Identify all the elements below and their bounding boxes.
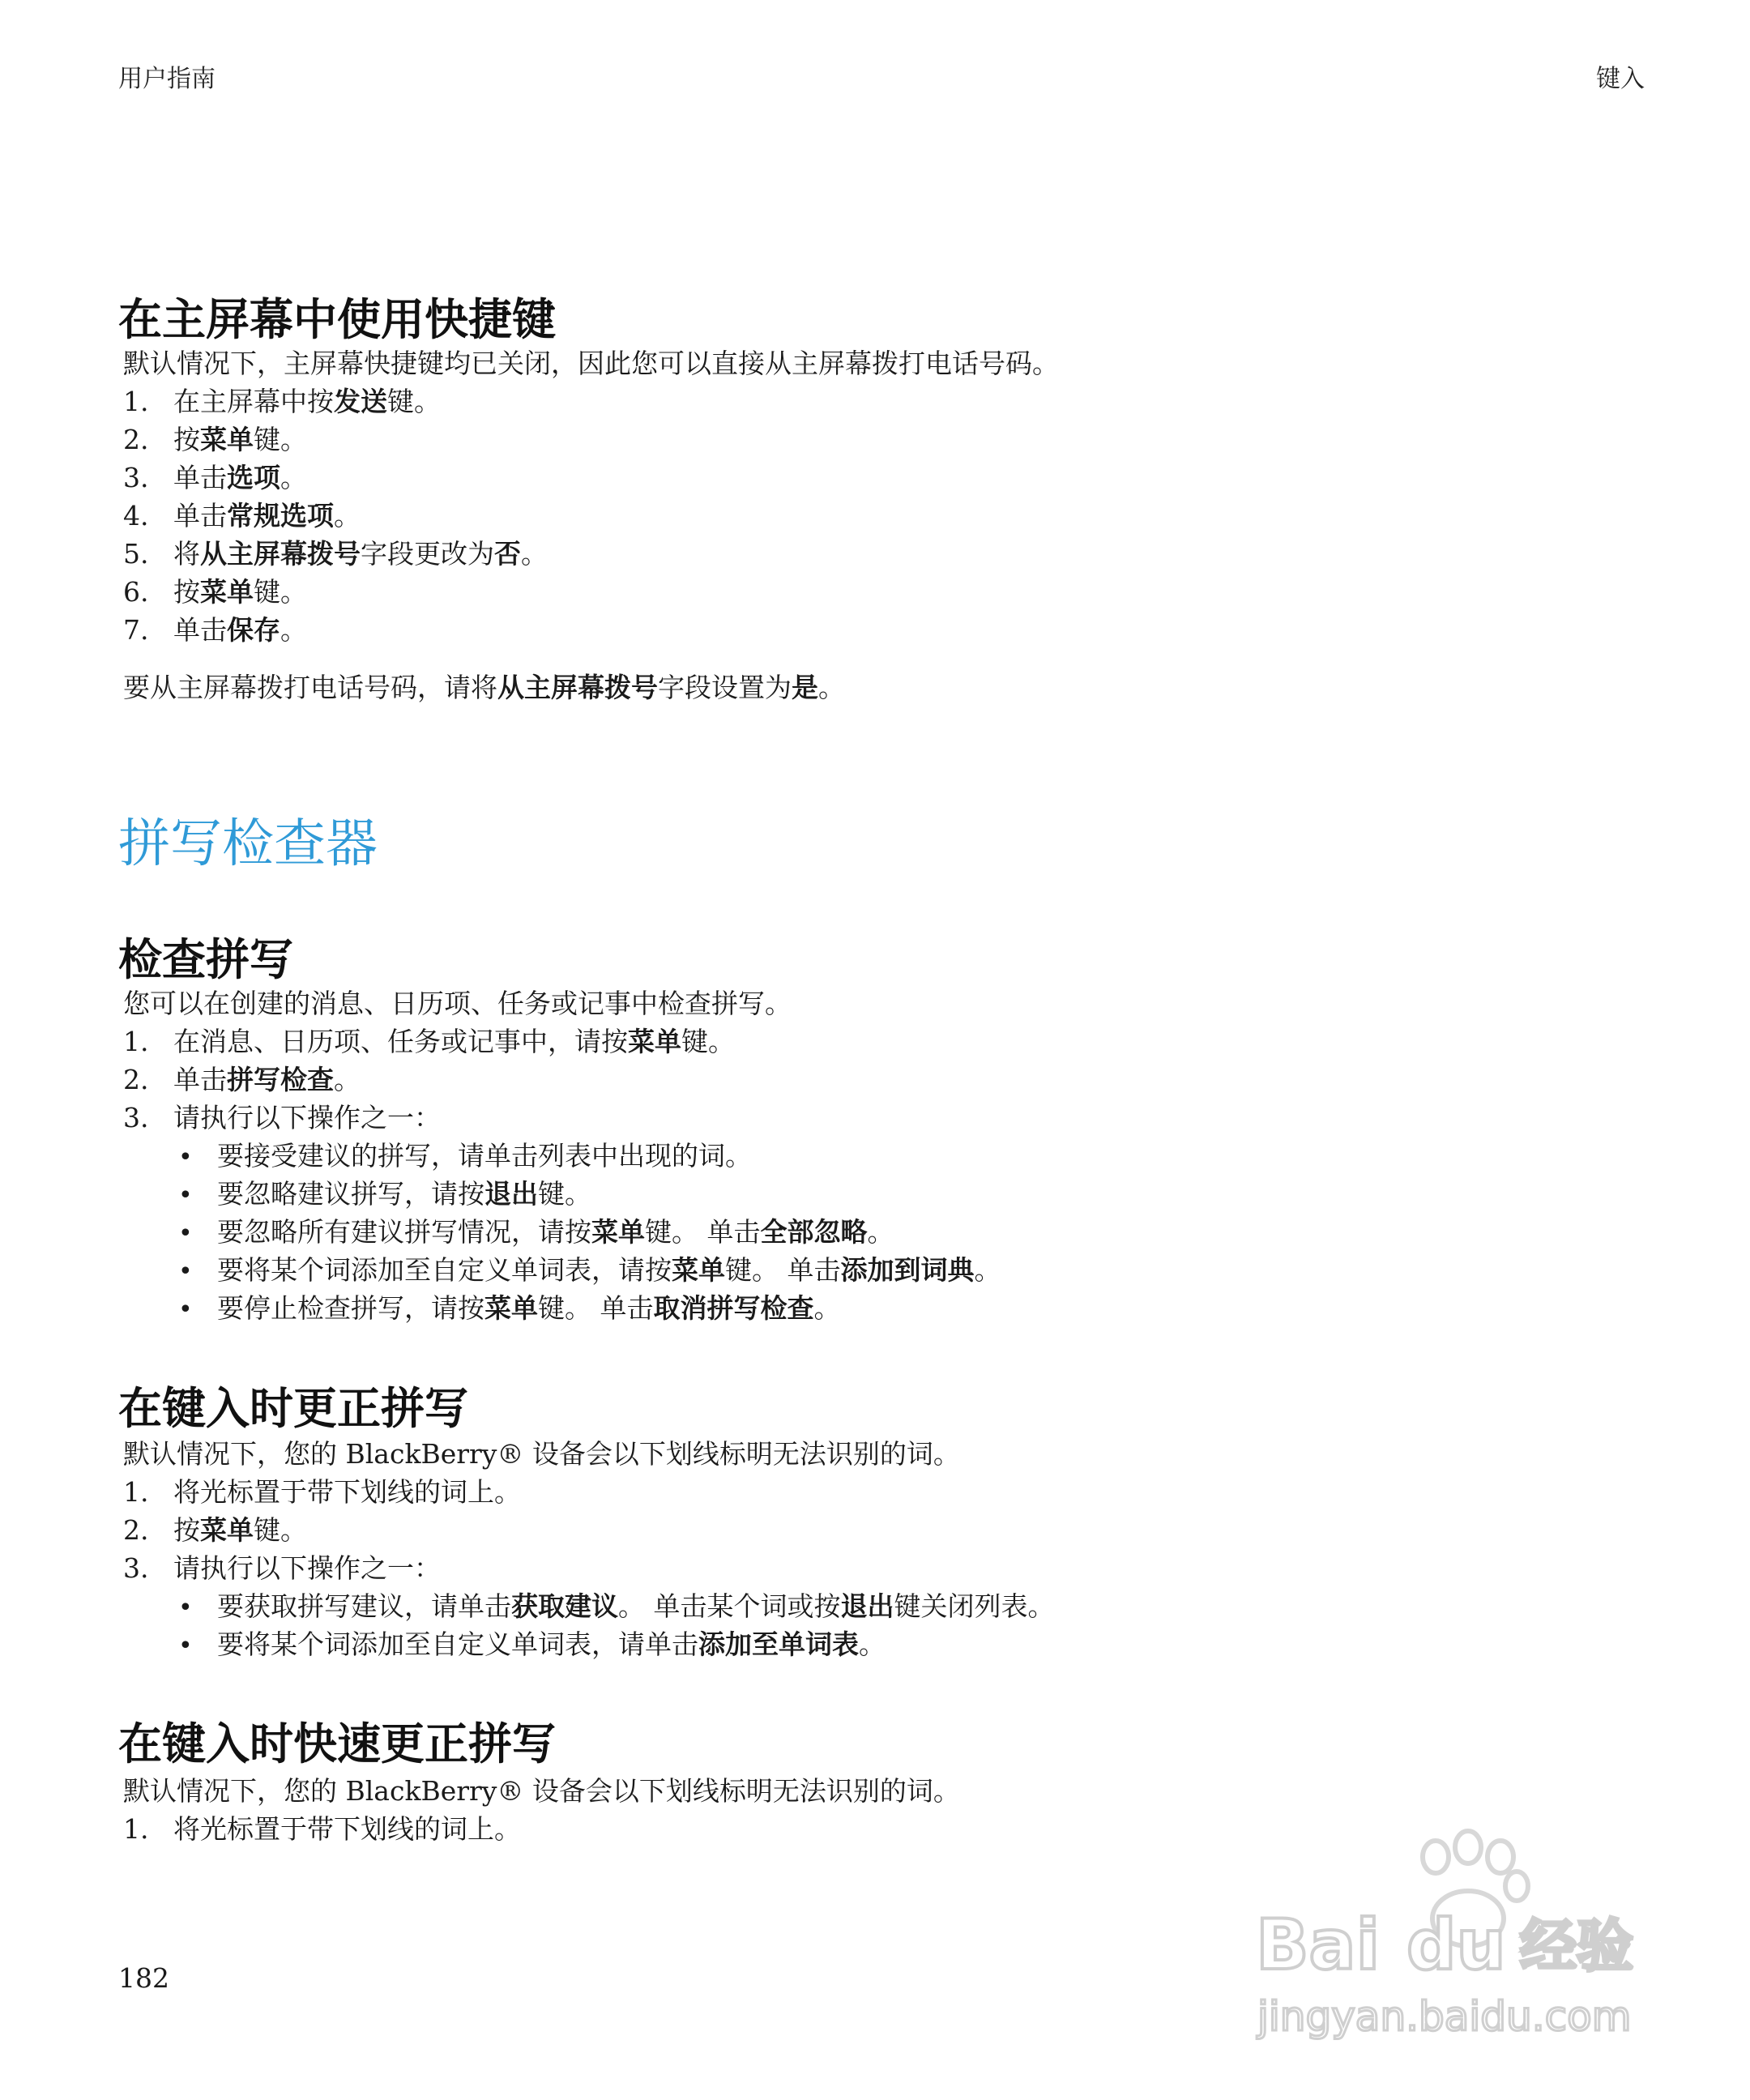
section-note: 要从主屏幕拨打电话号码，请将从主屏幕拨号字段设置为是。: [123, 672, 845, 703]
bullet-item: • 要将某个词添加至自定义单词表，请按菜单键。 单击添加到词典。: [178, 1254, 1001, 1286]
bullet-list: [123, 1587, 1055, 1663]
running-header-left: 用户指南: [118, 65, 216, 93]
bullet-item: • 要忽略建议拼写，请按退出键。: [178, 1178, 591, 1210]
list-item: 1. 将光标置于带下划线的词上。: [123, 1813, 521, 1845]
list-item: 6. 按菜单键。: [123, 576, 307, 608]
steps-list-s1: [123, 382, 548, 649]
list-item: 5. 将从主屏幕拨号字段更改为否。: [123, 538, 548, 570]
list-item: 1. 在主屏幕中按发送键。: [123, 386, 441, 417]
steps-list-s2: [123, 1022, 1001, 1327]
chapter-title: 拼写检查器: [118, 814, 378, 874]
section-title-check-spelling: 检查拼写: [118, 934, 293, 985]
bullet-item: • 要获取拼写建议，请单击获取建议。 单击某个词或按退出键关闭列表。: [178, 1590, 1055, 1622]
list-item: 1. 将光标置于带下划线的词上。: [123, 1476, 521, 1508]
bullet-list: [123, 1137, 1001, 1327]
list-item: 3. 请执行以下操作之一：: [123, 1552, 441, 1584]
list-item: 2. 按菜单键。: [123, 1514, 307, 1546]
section-intro: 默认情况下，您的 BlackBerry® 设备会以下划线标明无法识别的词。: [123, 1775, 960, 1807]
page-number: 182: [118, 1962, 169, 1994]
section-title-correct-while-typing: 在键入时更正拼写: [118, 1383, 468, 1434]
section-intro: 默认情况下，您的 BlackBerry® 设备会以下划线标明无法识别的词。: [123, 1438, 960, 1470]
list-item: 1. 在消息、日历项、任务或记事中，请按菜单键。: [123, 1026, 735, 1057]
bullet-item: • 要忽略所有建议拼写情况，请按菜单键。 单击全部忽略。: [178, 1216, 894, 1248]
svg-text:jingyan.baidu.com: jingyan.baidu.com: [1257, 1993, 1632, 2040]
steps-list-s3: [123, 1473, 1055, 1663]
section-intro: 您可以在创建的消息、日历项、任务或记事中检查拼写。: [123, 988, 792, 1019]
list-item: 2. 单击拼写检查。: [123, 1064, 361, 1095]
bullet-item: • 要接受建议的拼写，请单击列表中出现的词。: [178, 1140, 752, 1172]
steps-list-s4: [123, 1810, 521, 1848]
list-item: 3. 请执行以下操作之一：: [123, 1102, 441, 1133]
bullet-item: • 要停止检查拼写，请按菜单键。 单击取消拼写检查。: [178, 1292, 841, 1324]
section-title-home-shortcuts: 在主屏幕中使用快捷键: [118, 294, 556, 345]
running-header-right: 键入: [1596, 65, 1645, 93]
section-intro: 默认情况下，主屏幕快捷键均已关闭，因此您可以直接从主屏幕拨打电话号码。: [123, 348, 1059, 379]
svg-text:经验: 经验: [1520, 1913, 1633, 1979]
list-item: 7. 单击保存。: [123, 614, 307, 646]
svg-text:Bai: Bai: [1256, 1905, 1381, 1986]
bullet-item: • 要将某个词添加至自定义单词表，请单击添加至单词表。: [178, 1628, 886, 1660]
list-item: 3. 单击选项。: [123, 462, 307, 493]
list-item: 4. 单击常规选项。: [123, 500, 361, 531]
baidu-jingyan-watermark-logo: [1248, 1815, 1669, 2058]
svg-text:du: du: [1406, 1905, 1506, 1986]
section-title-quick-correct: 在键入时快速更正拼写: [118, 1718, 556, 1769]
list-item: 2. 按菜单键。: [123, 424, 307, 455]
